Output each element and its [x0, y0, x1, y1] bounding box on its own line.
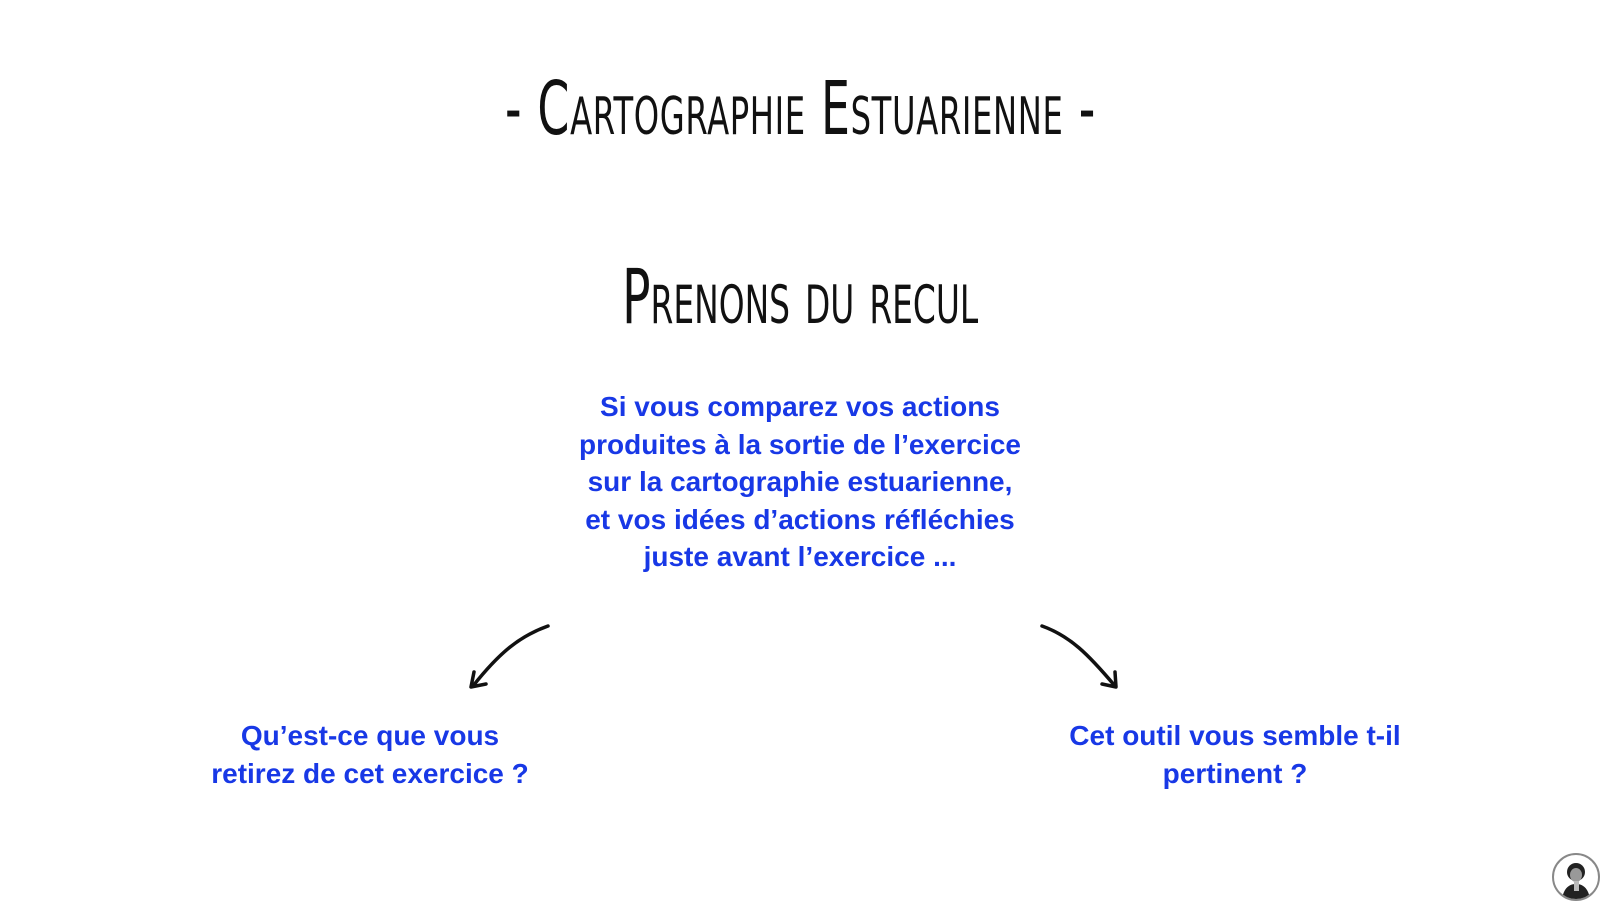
- intro-text: [500, 388, 1100, 576]
- slide-title-text: - Cartographie Estuarienne -: [504, 66, 1096, 152]
- question-line: Qu’est-ce que vous: [240, 720, 500, 751]
- intro-line: et vos idées d’actions réfléchies: [585, 503, 1015, 535]
- arrow-down-right-icon: [1030, 620, 1130, 690]
- question-line: retirez de cet exercice ?: [211, 757, 529, 789]
- slide-subtitle: [0, 252, 1600, 341]
- slide-subtitle-text: Prenons du recul: [621, 252, 979, 341]
- question-right: [1010, 717, 1460, 792]
- intro-line: Si vous comparez vos actions: [600, 391, 1000, 422]
- intro-line: sur la cartographie estuarienne,: [587, 466, 1013, 497]
- question-left: [160, 717, 580, 792]
- person-icon: [1554, 855, 1598, 899]
- presenter-avatar: [1552, 853, 1600, 901]
- intro-line: juste avant l’exercice ...: [643, 541, 957, 572]
- intro-line: produites à la sortie de l’exercice: [579, 428, 1021, 460]
- question-line: pertinent ?: [1162, 757, 1308, 789]
- slide-title: [0, 66, 1600, 152]
- arrow-down-left-icon: [460, 620, 560, 690]
- question-line: Cet outil vous semble t-il: [1069, 720, 1401, 751]
